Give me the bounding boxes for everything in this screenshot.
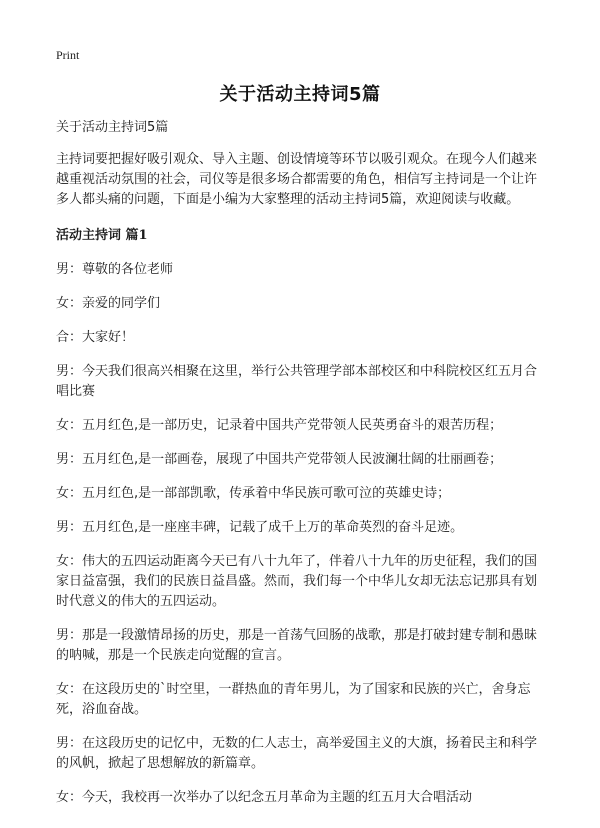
script-line: 男：今天我们很高兴相聚在这里，举行公共管理学部本部校区和中科院校区红五月合唱比赛 bbox=[56, 364, 538, 399]
script-line: 女：五月红色,是一部部凯歌，传承着中华民族可歌可泣的英雄史诗； bbox=[56, 486, 451, 501]
script-line: 男：在这段历史的记忆中，无数的仁人志士，高举爱国主义的大旗，扬着民主和科学的风帆，掀起了思想解放的新篇章。 bbox=[56, 736, 538, 771]
script-line: 女：伟大的五四运动距离今天已有八十九年了，伴着八十九年的历史征程，我们的国家日益富强，我们的民族日益昌盛。然而，我们每一个中华儿女却无法忘记那具有划时代意义的伟大的五四运动。 bbox=[56, 554, 538, 609]
script-line: 女：亲爱的同学们 bbox=[56, 296, 161, 311]
script-line: 男：尊敬的各位老师 bbox=[56, 262, 174, 277]
document-subtitle: 关于活动主持词5篇 bbox=[56, 120, 169, 135]
document-body bbox=[56, 118, 548, 822]
script-line: 男：那是一段激情昂扬的历史，那是一首荡气回肠的战歌，那是打破封建专制和愚昧的呐喊，那是一个民族走向觉醒的宣言。 bbox=[56, 628, 538, 663]
script-line: 女：五月红色,是一部历史，记录着中国共产党带领人民英勇奋斗的艰苦历程； bbox=[56, 418, 503, 433]
script-line: 男：五月红色,是一座座丰碑，记载了成千上万的革命英烈的奋斗足迹。 bbox=[56, 520, 464, 535]
intro-paragraph: 主持词要把握好吸引观众、导入主题、创设情境等环节以吸引观众。在现今人们越来越重视活动氛围的社会，司仪等是很多场合都需要的角色，相信写主持词是一个让许多人都头痛的问题，下面是小编为大家整理的活动主持词5篇，欢迎阅读与收藏。 bbox=[56, 152, 538, 207]
document-title: 关于活动主持词5篇 bbox=[219, 84, 381, 105]
script-line: 合：大家好！ bbox=[56, 330, 135, 345]
script-line: 男：五月红色,是一部画卷，展现了中国共产党带领人民波澜壮阔的壮丽画卷； bbox=[56, 452, 503, 467]
print-link[interactable]: Print bbox=[56, 48, 80, 62]
script-line: 女：在这段历史的`时空里，一群热血的青年男儿，为了国家和民族的兴亡，舍身忘死，浴血奋战。 bbox=[56, 682, 531, 717]
section-heading: 活动主持词 篇1 bbox=[56, 228, 148, 243]
script-line: 女：今天，我校再一次举办了以纪念五月革命为主题的红五月大合唱活动 bbox=[56, 790, 473, 805]
